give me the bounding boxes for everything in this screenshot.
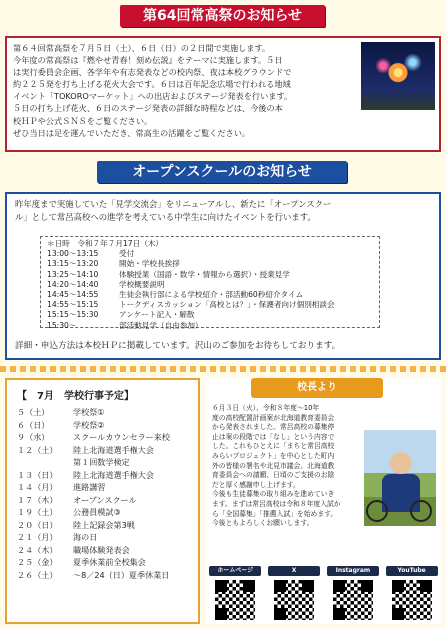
social-label: ホームページ [209,566,261,576]
event-name: 海の日 [73,532,98,542]
principal-line: 今後ともよろしくお願いします。 [212,519,314,528]
event-date: １２（土） [17,444,58,455]
schedule-item: 体験授業（国語・数学・情報から選択）・授業見学 [119,269,290,279]
festival-line: ぜひ当日は足を運んでいただき、常高生の活躍をご覧ください。 [13,127,251,138]
festival-line: イベント「TOKOROマーケット」への出店およびステージ発表を行います。 [13,91,293,102]
event-name: オープンスクール [73,494,137,505]
event-date: ６（日） [17,419,50,430]
principal-line: ら「全国募集」「推薦入試」を始めます。 [212,509,338,518]
principal-text [212,404,370,529]
principal-line: 度の高校配置計画案が北海道教育委員会 [212,413,335,422]
event-row [17,406,198,419]
event-row [17,456,198,469]
schedule-date: ＊日時 令和７年７月17日（木） [47,239,163,248]
event-date: １９（土） [17,507,58,517]
schedule-row [47,321,373,331]
open-school-box [5,192,441,360]
schedule-item: 学校概要説明 [119,279,165,289]
schedule-time: 14:45～14:55 [47,290,99,300]
principal-line: した。これもひとえに「まちと常呂高校 [212,442,335,451]
event-date: １３（日） [17,469,58,480]
qr-code-icon[interactable] [331,578,375,622]
schedule-item: 生徒会執行部による学校紹介・部活動60秒紹介タイム [119,290,304,300]
festival-line: ５日の打ち上げ花火、６日のステージ発表の詳細な時程などは、今後の本 [13,103,283,114]
schedule-row [47,249,373,259]
decorative-divider [0,366,446,372]
event-name: 学校祭② [73,419,105,430]
event-name: ～8／24（日）夏季休業日 [73,569,170,580]
principal-line: から発表されました。常呂高校の募集停 [212,423,335,432]
event-name: 第１回数学検定 [73,457,130,467]
event-date: ２４（木） [17,544,58,555]
event-name: 陸上北海道選手権大会 [73,469,154,480]
festival-line: 今年度の常高祭は『燃やせ青春！刻め伝説』をテーマに実施します。５日 [13,55,283,66]
schedule-item: 部活動見学（自由参加） [119,320,203,330]
event-date: ５（土） [17,407,50,417]
schedule-row [47,300,373,310]
schedule-row [47,280,373,290]
event-row [17,419,198,432]
open-school-footer: 詳細・申込方法は本校ＨＰに掲載しています。沢山のご参加をお待ちしております。 [15,341,341,351]
schedule-row [47,259,373,269]
event-date: ２６（土） [17,569,58,580]
event-row [17,556,198,569]
event-date: １４（月） [17,482,58,492]
person-head [390,452,412,474]
principal-line: ６月３日（火）、令和８年度～10年 [212,404,320,412]
fireworks-photo [361,42,435,110]
schedule-time: 15:15～15:30 [47,310,99,320]
schedule-time: 14:20～14:40 [47,279,99,289]
event-row [17,481,198,494]
principal-line: 外の皆様の署名や北見市議会、北海道教 [212,461,335,470]
event-row [17,519,198,532]
principal-box [206,378,441,624]
event-date: ２１（月） [17,532,58,542]
bicycle-wheel [410,500,432,522]
schedule-row [47,310,373,320]
intro-line: 昨年度まで実施していた「見学交流会」をリニューアルし、新たに「オープンスクー [15,199,332,209]
bicycle-wheel [366,500,388,522]
events-heading: 【 7月 学校行事予定】 [17,391,134,402]
festival-line: 第６４回常高祭を７月５日（土）、６日（日）の２日間で実施します。 [13,43,271,53]
event-row [17,494,198,507]
qr-code-icon[interactable] [272,578,316,622]
event-name: 公務員模試③ [73,507,121,517]
social-x[interactable] [268,566,320,622]
schedule-item: 開始・学校長挨拶 [119,259,180,269]
qr-code-icon[interactable] [213,578,257,622]
event-row [17,469,198,482]
schedule-time: 15:30～ [47,320,77,330]
festival-line: は実行委員会企画、各学年や有志発表などの校内祭、夜は本校グラウンドで [13,67,292,78]
schedule-time: 14:55～15:15 [47,300,99,310]
schedule-time: 13:00～13:15 [47,249,99,259]
event-name: 学校祭① [73,407,105,417]
schedule-item: アンケート記入・解散 [119,310,195,320]
event-row [17,569,198,582]
principal-line: 止は案の段階では「なし」という内容で [212,432,335,441]
social-label: X [268,566,320,576]
principal-banner: 校長より [251,378,383,398]
open-school-banner: オープンスクールのお知らせ [97,161,347,183]
event-name: スクールカウンセラー来校 [73,432,170,442]
event-name: 夏季休業前全校集会 [73,557,146,567]
principal-line: 育委員会への請願、日頃のご支援のお陰 [212,471,335,480]
social-links [206,566,441,622]
events-list [7,406,198,581]
social-label: Instagram [327,566,379,576]
schedule-item: トークディスカッション「高校とは？」・保護者向け個別相談会 [119,300,335,310]
event-name: 陸上記録会第3戦 [73,519,135,530]
event-date [17,456,73,469]
events-box [5,378,200,624]
schedule-time: 13:25～14:10 [47,269,99,279]
schedule-box [40,236,380,328]
festival-banner: 第64回常高祭のお知らせ [120,5,325,27]
schedule-time: 13:15～13:20 [47,259,99,269]
event-row [17,431,198,444]
principal-line: だと厚く感謝申し上げます。 [212,480,300,489]
social-homepage[interactable] [209,566,261,622]
event-row [17,531,198,544]
festival-box [5,36,441,152]
event-row [17,444,198,457]
festival-text [13,42,363,139]
open-school-intro [15,198,435,223]
principal-photo [364,430,436,526]
schedule-item: 受付 [119,249,135,259]
festival-line: 校ＨＰや公式ＳＮＳをご覧ください。 [13,115,153,126]
event-date: ９（水） [17,432,50,442]
principal-line: 今後も生徒募集の取り組みを進めていき [212,490,335,499]
event-date: ２０（日） [17,519,58,530]
event-name: 進路講習 [73,482,106,492]
event-date: ２５（金） [17,557,58,567]
event-row [17,506,198,519]
principal-line: みらいプロジェクト」を中心とした町内 [212,451,335,460]
event-row [17,544,198,557]
social-youtube[interactable] [386,566,438,622]
social-instagram[interactable] [327,566,379,622]
social-label: YouTube [386,566,438,576]
festival-line: 約２２５発を打ち上げる花火大会です。６日は百年記念広場で行われる地域 [13,79,291,90]
principal-line: ます。まずは常呂高校は令和８年度入試か [212,499,341,508]
event-name: 職場体験発表会 [73,544,130,555]
qr-code-icon[interactable] [390,578,434,622]
event-name: 陸上北海道選手権大会 [73,444,154,455]
schedule-row [47,290,373,300]
intro-line: ル」として常呂高校への進学を考えている中学生に向けたイベントを行います。 [15,211,316,222]
event-date: １７（木） [17,494,58,505]
schedule-row [47,270,373,280]
